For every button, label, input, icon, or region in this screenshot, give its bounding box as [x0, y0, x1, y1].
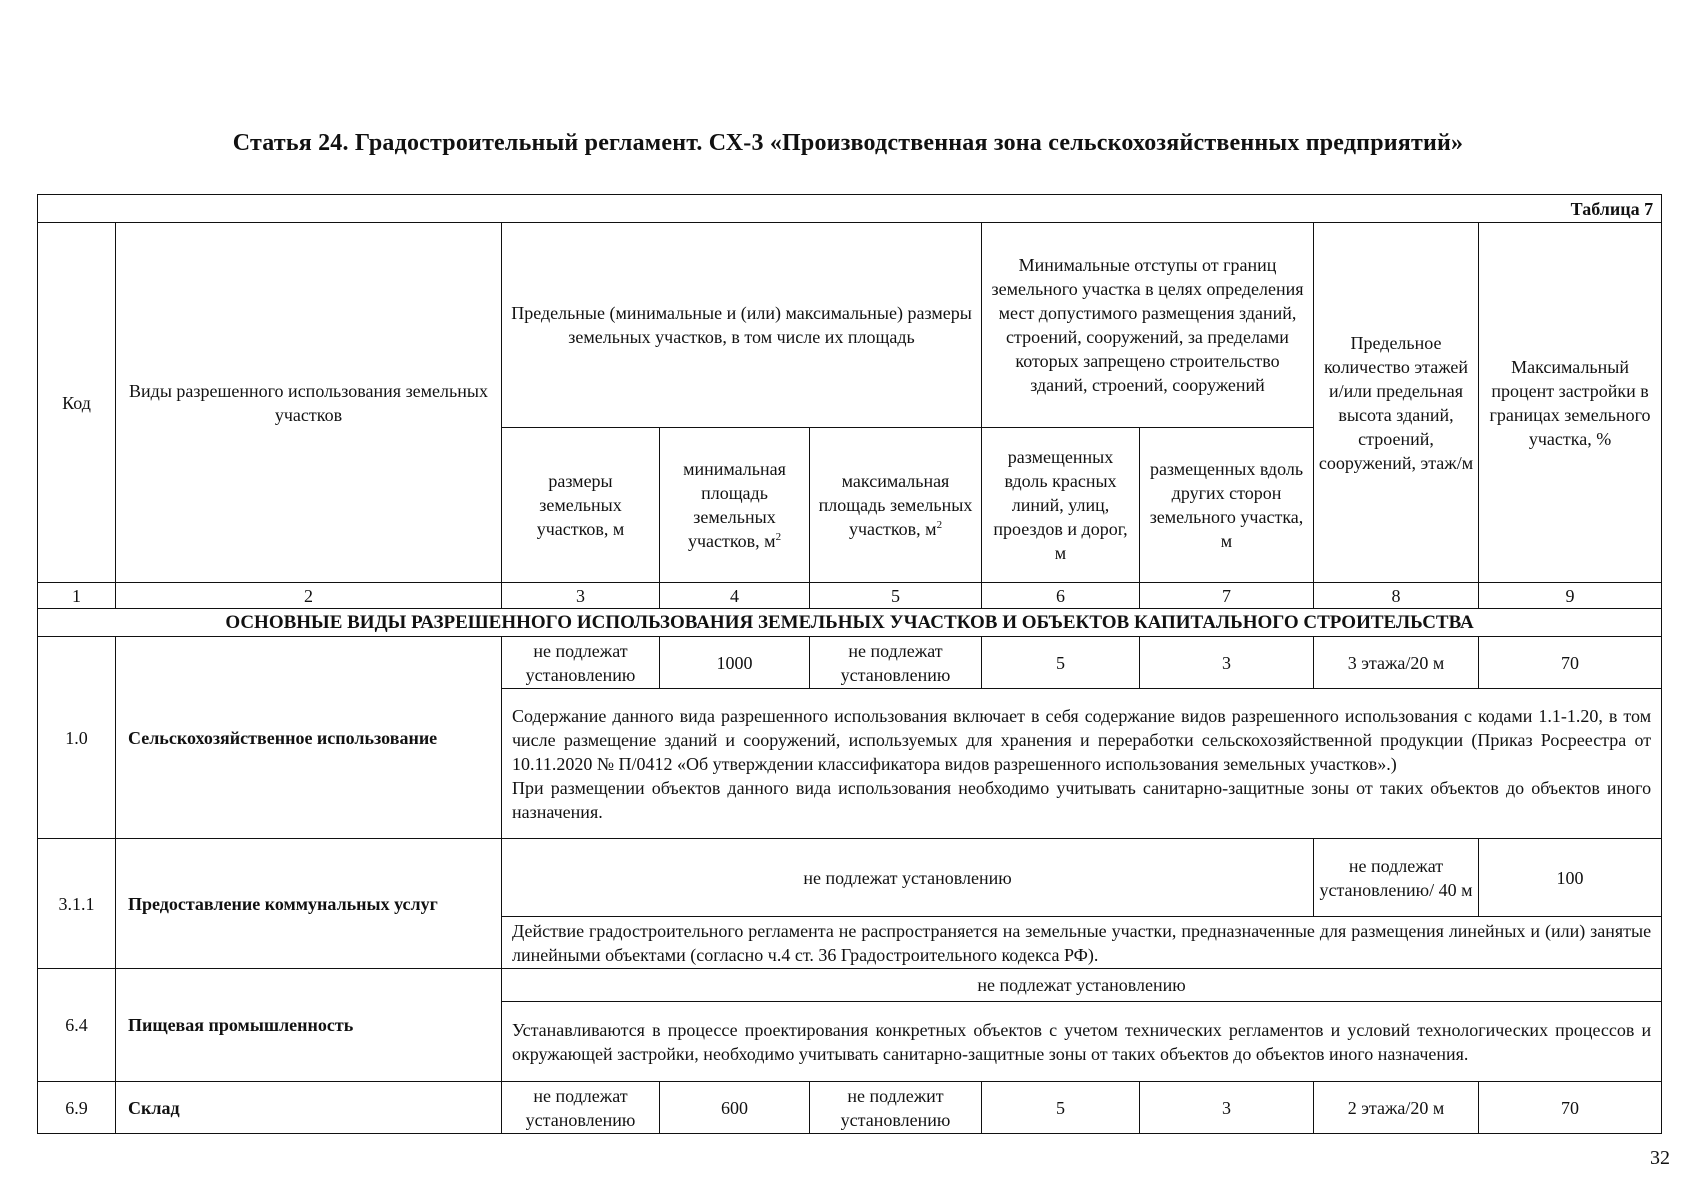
column-number-row — [38, 583, 1662, 609]
cell-setback-other: 3 — [1140, 637, 1314, 689]
section-title: ОСНОВНЫЕ ВИДЫ РАЗРЕШЕННОГО ИСПОЛЬЗОВАНИЯ ЗЕМЕЛЬНЫХ УЧАСТКОВ И ОБЪЕКТОВ КАПИТАЛЬНОГО СТРОИТЕЛЬСТВА — [38, 609, 1662, 637]
column-number: 7 — [1140, 583, 1314, 609]
cell-sizes: не подлежат установлению — [502, 1082, 660, 1134]
table-label: Таблица 7 — [38, 195, 1662, 223]
cell-floors: не подлежат установлению/ 40 м — [1314, 839, 1479, 917]
cell-coverage: 70 — [1479, 1082, 1662, 1134]
header-limit-sizes: Предельные (минимальные и (или) максимальные) размеры земельных участков, в том числе их площадь — [502, 223, 982, 428]
column-number: 4 — [660, 583, 810, 609]
table-row — [38, 1082, 1662, 1134]
row-description: Устанавливаются в процессе проектирования конкретных объектов с учетом технических регламентов и условий технологических процессов и окружающей застройки, необходимо учитывать санитарно-защитные зоны от таких объектов до объектов иного назначения. — [502, 1002, 1662, 1082]
cell-min-area: 1000 — [660, 637, 810, 689]
table-row — [38, 969, 1662, 1002]
header-floors: Предельное количество этажей и/или предельная высота зданий, строений, сооружений, этаж/м — [1314, 223, 1479, 583]
column-number: 6 — [982, 583, 1140, 609]
cell-setback-red: 5 — [982, 1082, 1140, 1134]
header-setbacks: Минимальные отступы от границ земельного участка в целях определения мест допустимого размещения зданий, строений, сооружений, за пределами которых запрещено строительство зданий, строений, сооружений — [982, 223, 1314, 428]
column-number: 8 — [1314, 583, 1479, 609]
cell-floors: 3 этажа/20 м — [1314, 637, 1479, 689]
row-name: Предоставление коммунальных услуг — [116, 839, 502, 969]
column-number: 3 — [502, 583, 660, 609]
row-code: 1.0 — [38, 637, 116, 839]
table-row — [38, 839, 1662, 917]
table-label-row — [38, 195, 1662, 223]
section-row — [38, 609, 1662, 637]
row-code: 3.1.1 — [38, 839, 116, 969]
cell-merged-value: не подлежат установлению — [502, 839, 1314, 917]
cell-setback-red: 5 — [982, 637, 1140, 689]
subheader-sizes: размеры земельных участков, м — [502, 428, 660, 583]
header-code: Код — [38, 223, 116, 583]
description-paragraph: Содержание данного вида разрешенного использования включает в себя содержание видов разрешенного использования с кодами 1.1-1.20, в том числе размещение зданий и сооружений, используемых для хранения и переработки сельскохозяйственной продукции (Приказ Росреестра от 10.11.2020 № П/0412 «Об утверждении классификатора видов разрешенного использования земельных участков».) — [512, 705, 1652, 774]
row-name: Пищевая промышленность — [116, 969, 502, 1082]
row-name: Сельскохозяйственное использование — [116, 637, 502, 839]
cell-floors: 2 этажа/20 м — [1314, 1082, 1479, 1134]
row-description — [502, 689, 1662, 839]
table-row — [38, 637, 1662, 689]
header-use-types: Виды разрешенного использования земельных участков — [116, 223, 502, 583]
page-number: 32 — [1650, 1147, 1670, 1169]
column-number: 1 — [38, 583, 116, 609]
page-title: Статья 24. Градостроительный регламент. СХ-3 «Производственная зона сельскохозяйственных предприятий» — [232, 130, 1464, 156]
subheader-max-area: максимальная площадь земельных участков, $м^2$ — [810, 428, 982, 583]
column-number: 5 — [810, 583, 982, 609]
cell-setback-other: 3 — [1140, 1082, 1314, 1134]
subheader-min-area: минимальная площадь земельных участков, $м^2$ — [660, 428, 810, 583]
description-paragraph: При размещении объектов данного вида использования необходимо учитывать санитарно-защитные зоны от таких объектов до объектов иного назначения. — [512, 777, 1652, 822]
row-code: 6.9 — [38, 1082, 116, 1134]
row-description: Действие градостроительного регламента не распространяется на земельные участки, предназначенные для размещения линейных и (или) занятые линейными объектами (согласно ч.4 ст. 36 Градостроительного кодекса РФ). — [502, 917, 1662, 969]
column-number: 2 — [116, 583, 502, 609]
column-number: 9 — [1479, 583, 1662, 609]
header-coverage: Максимальный процент застройки в границах земельного участка, % — [1479, 223, 1662, 583]
regulation-table — [37, 194, 1662, 1134]
cell-merged-value: не подлежат установлению — [502, 969, 1662, 1002]
cell-min-area: 600 — [660, 1082, 810, 1134]
row-name: Склад — [116, 1082, 502, 1134]
cell-max-area: не подлежит установлению — [810, 1082, 982, 1134]
cell-sizes: не подлежат установлению — [502, 637, 660, 689]
subheader-other-sides: размещенных вдоль других сторон земельного участка, м — [1140, 428, 1314, 583]
cell-max-area: не подлежат установлению — [810, 637, 982, 689]
row-code: 6.4 — [38, 969, 116, 1082]
cell-coverage: 70 — [1479, 637, 1662, 689]
cell-coverage: 100 — [1479, 839, 1662, 917]
subheader-red-lines: размещенных вдоль красных линий, улиц, проездов и дорог, м — [982, 428, 1140, 583]
header-row-1 — [38, 223, 1662, 428]
